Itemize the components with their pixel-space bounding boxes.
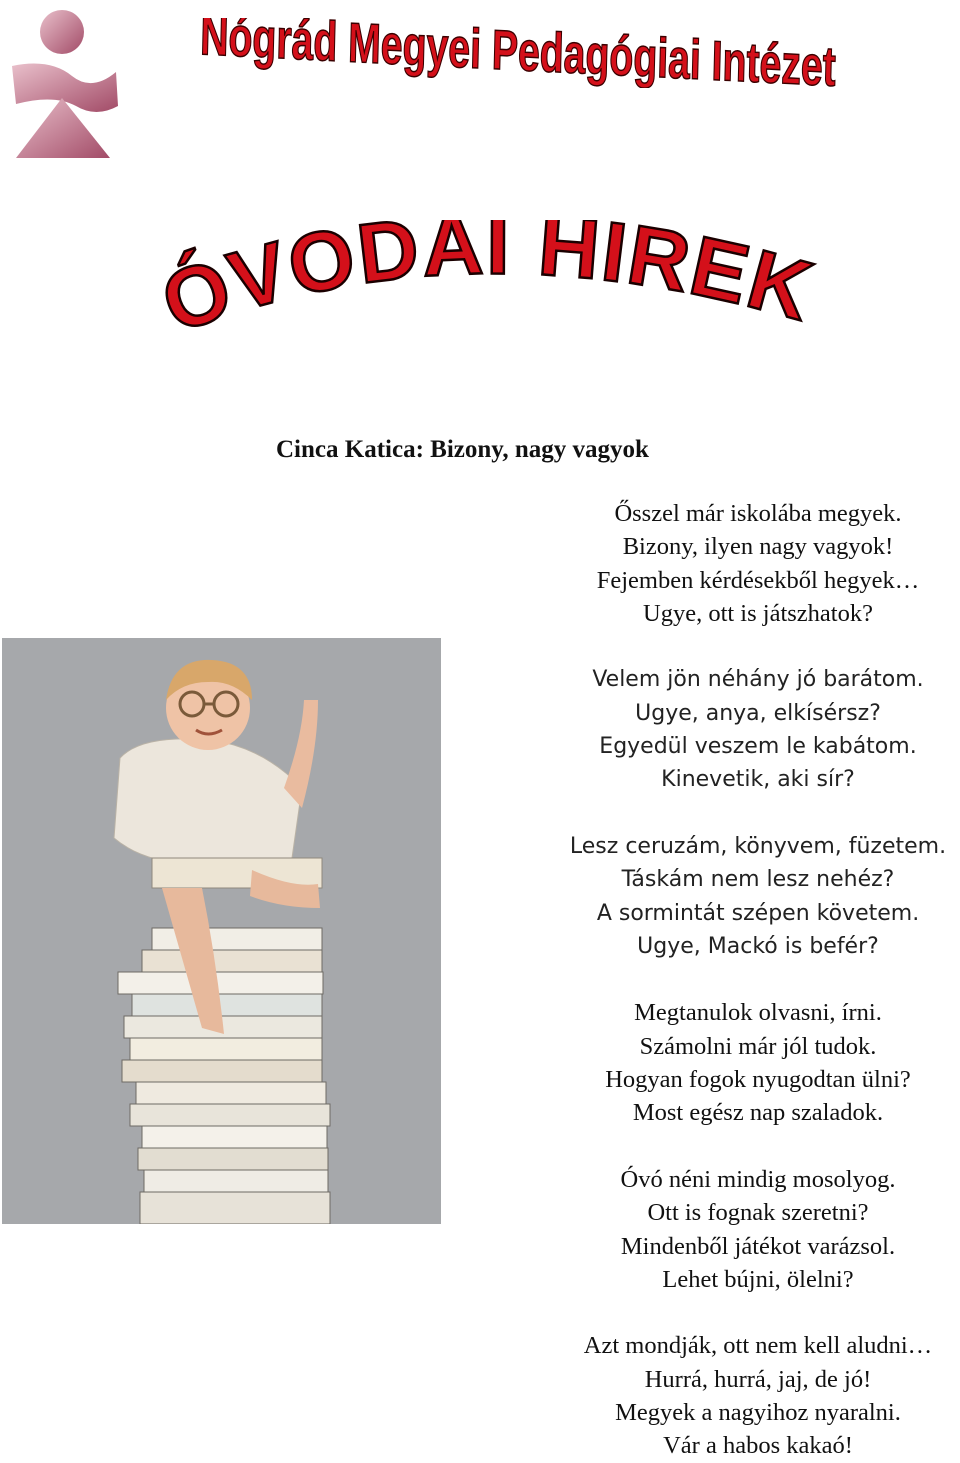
poem-stanza: [548, 663, 960, 796]
poem-line: Ősszel már iskolába megyek.: [614, 500, 902, 527]
poem-line: Mindenből játékot varázsol.: [620, 1232, 896, 1260]
poem-body: [548, 497, 960, 1463]
poem-stanza: [548, 1329, 960, 1462]
poem-line: Bizony, ilyen nagy vagyok!: [622, 533, 894, 561]
poem-line: A sormintát szépen követem.: [596, 900, 920, 926]
poem-line: Hogyan fogok nyugodtan ülni?: [605, 1066, 911, 1094]
poem-line: Egyedül veszem le kabátom.: [599, 734, 917, 760]
poem-line: Megtanulok olvasni, írni.: [634, 999, 882, 1027]
poem-line: Ott is fognak szeretni?: [647, 1199, 869, 1227]
book-stack: [118, 928, 330, 1224]
poem-stanza: [548, 830, 960, 963]
poem-line: Hurrá, hurrá, jaj, de jó!: [644, 1365, 872, 1393]
poem-title: Cinca Katica: Bizony, nagy vagyok: [276, 436, 649, 463]
poem-stanza: [548, 497, 960, 630]
poem-line: Velem jön néhány jó barátom.: [592, 667, 924, 693]
poem-stanza: [548, 996, 960, 1129]
poem-line: Kinevetik, aki sír?: [661, 767, 855, 793]
poem-line: Ugye, Mackó is befér?: [637, 933, 879, 959]
institute-logo: [10, 6, 120, 164]
poem-line: Ugye, ott is játszhatok?: [643, 599, 873, 627]
poem-line: Számolni már jól tudok.: [639, 1032, 877, 1060]
svg-text:ÓVODAI HÍREK: [150, 220, 823, 351]
poem-line: Fejemben kérdésekből hegyek…: [596, 566, 920, 594]
poem-line: Ugye, anya, elkísérsz?: [635, 700, 881, 726]
poem-line: Óvó néni mindig mosolyog.: [620, 1165, 896, 1193]
poem-line: Lesz ceruzám, könyvem, füzetem.: [569, 833, 947, 859]
poem-stanza: [548, 1163, 960, 1296]
newsletter-title: [130, 220, 850, 370]
poem-line: Táskám nem lesz nehéz?: [621, 867, 895, 893]
newsletter-title-text: ÓVODAI HÍREK: [150, 220, 824, 351]
poem-line: Azt mondják, ott nem kell aludni…: [583, 1332, 933, 1360]
poem-line: Lehet bújni, ölelni?: [662, 1265, 854, 1293]
poem-line: Megyek a nagyihoz nyaralni.: [615, 1399, 901, 1427]
institute-name-text: Nógrád Megyei Pedagógiai Intézet: [199, 18, 837, 88]
poem-line: Most egész nap szaladok.: [632, 1099, 884, 1127]
poem-line: Vár a habos kakaó!: [663, 1432, 853, 1460]
child-on-books-photo: [2, 638, 441, 1224]
institute-name: [148, 18, 888, 88]
